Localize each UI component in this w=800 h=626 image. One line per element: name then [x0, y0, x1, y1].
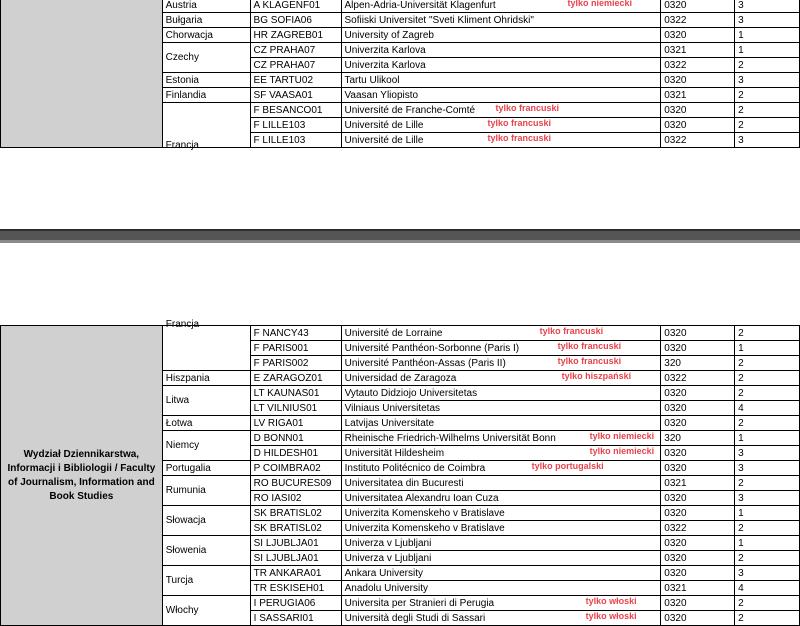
university-name: Sofiiski Universitet "Sveti Kliment Ohridski": [341, 13, 661, 28]
field-code: 0320: [661, 401, 735, 416]
university-name: Universidad de Zaragoza tylko hiszpański: [341, 371, 661, 386]
country-cell: [162, 73, 250, 88]
country-name: Łotwa: [165, 417, 193, 429]
country-cell: [162, 431, 250, 461]
university-name: Università degli Studi di Sassari tylko włoski: [341, 611, 661, 626]
level-value: 3: [735, 446, 800, 461]
country-cell: [162, 386, 250, 416]
university-name: Anadolu University: [341, 581, 661, 596]
erasmus-code: EE TARTU02: [250, 73, 341, 88]
country-name: Turcja: [165, 575, 194, 586]
level-value: 2: [735, 551, 800, 566]
country-cell: [162, 103, 250, 151]
table-row: [1, 0, 800, 13]
erasmus-code: SK BRATISL02: [250, 506, 341, 521]
level-value: 2: [735, 58, 800, 73]
erasmus-code: F LILLE103: [250, 118, 341, 133]
country-name: Włochy: [165, 605, 199, 616]
country-name: Finlandia: [165, 89, 207, 101]
country-name: Niemcy: [165, 440, 200, 451]
erasmus-code: LT KAUNAS01: [250, 386, 341, 401]
field-code: 0320: [661, 326, 735, 341]
level-value: 3: [735, 0, 800, 13]
erasmus-code: RO IASI02: [250, 491, 341, 506]
exchange-table-top: [0, 0, 800, 151]
field-code: 0320: [661, 611, 735, 626]
country-cell: [162, 371, 250, 386]
language-note: tylko francuski: [539, 326, 604, 336]
erasmus-code: D BONN01: [250, 431, 341, 446]
erasmus-code: RO BUCURES09: [250, 476, 341, 491]
field-code: 0322: [661, 521, 735, 536]
field-code: 0320: [661, 596, 735, 611]
field-code: 320: [661, 431, 735, 446]
country-cell: [162, 416, 250, 431]
field-code: 0320: [661, 386, 735, 401]
country-name: Słowenia: [165, 545, 207, 556]
page-bottom: [0, 243, 800, 624]
field-code: 0322: [661, 58, 735, 73]
level-value: 3: [735, 491, 800, 506]
university-name: Universitatea din Bucuresti: [341, 476, 661, 491]
field-code: 0320: [661, 73, 735, 88]
country-cell: [162, 536, 250, 566]
erasmus-code: I SASSARI01: [250, 611, 341, 626]
level-value: 3: [735, 461, 800, 476]
country-cell: [162, 13, 250, 28]
country-cell: [162, 566, 250, 596]
erasmus-code: SI LJUBLJA01: [250, 551, 341, 566]
university-name: Ankara University: [341, 566, 661, 581]
university-name: Universita per Stranieri di Perugia tylko włoski: [341, 596, 661, 611]
country-name: Bułgaria: [165, 14, 203, 26]
field-code: 0320: [661, 491, 735, 506]
university-name: Vilniaus Universitetas: [341, 401, 661, 416]
erasmus-code: F NANCY43: [250, 326, 341, 341]
level-value: 2: [735, 476, 800, 491]
level-value: 1: [735, 341, 800, 356]
language-note: tylko włoski: [585, 611, 637, 621]
university-name: Univerzita Karlova: [341, 58, 661, 73]
field-code: 0320: [661, 566, 735, 581]
erasmus-code: F PARIS002: [250, 356, 341, 371]
level-value: 3: [735, 13, 800, 28]
erasmus-code: SF VAASA01: [250, 88, 341, 103]
faculty-name: Wydział Dziennikarstwa, Informacji i Bibliologii / Faculty of Journalism, Information and Book Studies: [7, 448, 156, 502]
level-value: 2: [735, 356, 800, 371]
country-name: Estonia: [165, 74, 199, 86]
erasmus-code: E ZARAGOZ01: [250, 371, 341, 386]
country-cell: [162, 461, 250, 476]
country-name: Austria: [165, 0, 197, 11]
level-value: 2: [735, 521, 800, 536]
university-name: Université Panthéon-Assas (Paris II) tylko francuski: [341, 356, 661, 371]
university-name: Alpen-Adria-Universität Klagenfurt tylko niemiecki: [341, 0, 661, 13]
level-value: 2: [735, 416, 800, 431]
level-value: 1: [735, 43, 800, 58]
field-code: 320: [661, 356, 735, 371]
field-code: 0321: [661, 476, 735, 491]
level-value: 3: [735, 73, 800, 88]
erasmus-code: LV RIGA01: [250, 416, 341, 431]
country-cell: [162, 596, 250, 626]
level-value: 2: [735, 88, 800, 103]
field-code: 0320: [661, 446, 735, 461]
level-value: 2: [735, 596, 800, 611]
faculty-cell: [1, 326, 163, 626]
university-name: Univerza v Ljubljani: [341, 551, 661, 566]
level-value: 2: [735, 326, 800, 341]
university-name: Université de Lorraine tylko francuski: [341, 326, 661, 341]
field-code: 0322: [661, 371, 735, 386]
university-name: Universität Hildesheim tylko niemiecki: [341, 446, 661, 461]
field-code: 0321: [661, 88, 735, 103]
page-top: [0, 0, 800, 151]
erasmus-code: I PERUGIA06: [250, 596, 341, 611]
country-name: Chorwacja: [165, 29, 213, 41]
field-code: 0320: [661, 103, 735, 118]
level-value: 3: [735, 566, 800, 581]
field-code: 0322: [661, 133, 735, 148]
university-name: Vytauto Didziojo Universitetas: [341, 386, 661, 401]
erasmus-code: F PARIS001: [250, 341, 341, 356]
university-name: Universitatea Alexandru Ioan Cuza: [341, 491, 661, 506]
language-note: tylko włoski: [585, 596, 637, 606]
country-cell: [162, 476, 250, 506]
erasmus-code: CZ PRAHA07: [250, 58, 341, 73]
level-value: 3: [735, 133, 800, 148]
level-value: 1: [735, 28, 800, 43]
field-code: 0321: [661, 581, 735, 596]
erasmus-code: LT VILNIUS01: [250, 401, 341, 416]
language-note: tylko francuski: [487, 133, 552, 143]
university-name: Rheinische Friedrich-Wilhelms Universität Bonn tylko niemiecki: [341, 431, 661, 446]
erasmus-code: F BESANCO01: [250, 103, 341, 118]
field-code: 0320: [661, 416, 735, 431]
erasmus-code: SI LJUBLJA01: [250, 536, 341, 551]
university-name: Univerzita Karlova: [341, 43, 661, 58]
field-code: 0320: [661, 506, 735, 521]
country-name: Hiszpania: [165, 372, 210, 384]
erasmus-code: HR ZAGREB01: [250, 28, 341, 43]
country-name: Portugalia: [165, 462, 211, 474]
university-name: Université de Lille tylko francuski: [341, 118, 661, 133]
university-name: Univerzita Komenskeho v Bratislave: [341, 506, 661, 521]
university-name: University of Zagreb: [341, 28, 661, 43]
language-note: tylko hiszpański: [561, 371, 632, 381]
field-code: 0322: [661, 13, 735, 28]
university-name: Vaasan Yliopisto: [341, 88, 661, 103]
field-code: 0320: [661, 118, 735, 133]
field-code: 0320: [661, 341, 735, 356]
language-note: tylko portugalski: [531, 461, 604, 471]
level-value: 2: [735, 386, 800, 401]
university-name: Université de Lille tylko francuski: [341, 133, 661, 148]
language-note: tylko francuski: [557, 356, 622, 366]
language-note: tylko francuski: [487, 118, 552, 128]
country-name: Litwa: [165, 395, 190, 406]
country-cell: [162, 88, 250, 103]
country-cell: [162, 28, 250, 43]
level-value: 1: [735, 536, 800, 551]
university-name: Univerza v Ljubljani: [341, 536, 661, 551]
language-note: tylko niemiecki: [589, 446, 655, 456]
erasmus-code: BG SOFIA06: [250, 13, 341, 28]
university-name: Tartu Ulikool: [341, 73, 661, 88]
field-code: 0320: [661, 461, 735, 476]
country-cell: [162, 43, 250, 73]
university-name: Université Panthéon-Sorbonne (Paris I) tylko francuski: [341, 341, 661, 356]
university-name: Univerzita Komenskeho v Bratislave: [341, 521, 661, 536]
exchange-table-bottom: [0, 319, 800, 626]
erasmus-code: D HILDESH01: [250, 446, 341, 461]
country-cell: [162, 0, 250, 13]
university-name: Instituto Politécnico de Coimbra tylko portugalski: [341, 461, 661, 476]
country-name: Słowacja: [165, 515, 206, 526]
erasmus-code: SK BRATISL02: [250, 521, 341, 536]
level-value: 2: [735, 118, 800, 133]
erasmus-code: P COIMBRA02: [250, 461, 341, 476]
field-code: 0321: [661, 43, 735, 58]
university-name: Latvijas Universitate: [341, 416, 661, 431]
field-code: 0320: [661, 536, 735, 551]
country-name: Francja: [165, 140, 199, 151]
country-cell: [162, 319, 250, 371]
field-code: 0320: [661, 0, 735, 13]
level-value: 1: [735, 431, 800, 446]
erasmus-code: TR ANKARA01: [250, 566, 341, 581]
university-name: Université de Franche-Comté tylko francuski: [341, 103, 661, 118]
level-value: 4: [735, 581, 800, 596]
level-value: 4: [735, 401, 800, 416]
page-separator: [0, 229, 800, 243]
country-name: Rumunia: [165, 485, 206, 496]
erasmus-code: TR ESKISEH01: [250, 581, 341, 596]
erasmus-code: A KLAGENF01: [250, 0, 341, 13]
country-continuation-label: Francja: [165, 319, 200, 330]
table-row: [1, 326, 800, 341]
country-cell: [162, 506, 250, 536]
level-value: 1: [735, 506, 800, 521]
faculty-cell: [1, 0, 163, 148]
erasmus-code: CZ PRAHA07: [250, 43, 341, 58]
language-note: tylko niemiecki: [589, 431, 655, 441]
level-value: 2: [735, 103, 800, 118]
field-code: 0320: [661, 551, 735, 566]
language-note: tylko francuski: [495, 103, 560, 113]
field-code: 0320: [661, 28, 735, 43]
country-name: Czechy: [165, 52, 199, 63]
language-note: tylko francuski: [557, 341, 622, 351]
erasmus-code: F LILLE103: [250, 133, 341, 148]
level-value: 2: [735, 371, 800, 386]
language-note: tylko niemiecki: [567, 0, 633, 8]
level-value: 2: [735, 611, 800, 626]
